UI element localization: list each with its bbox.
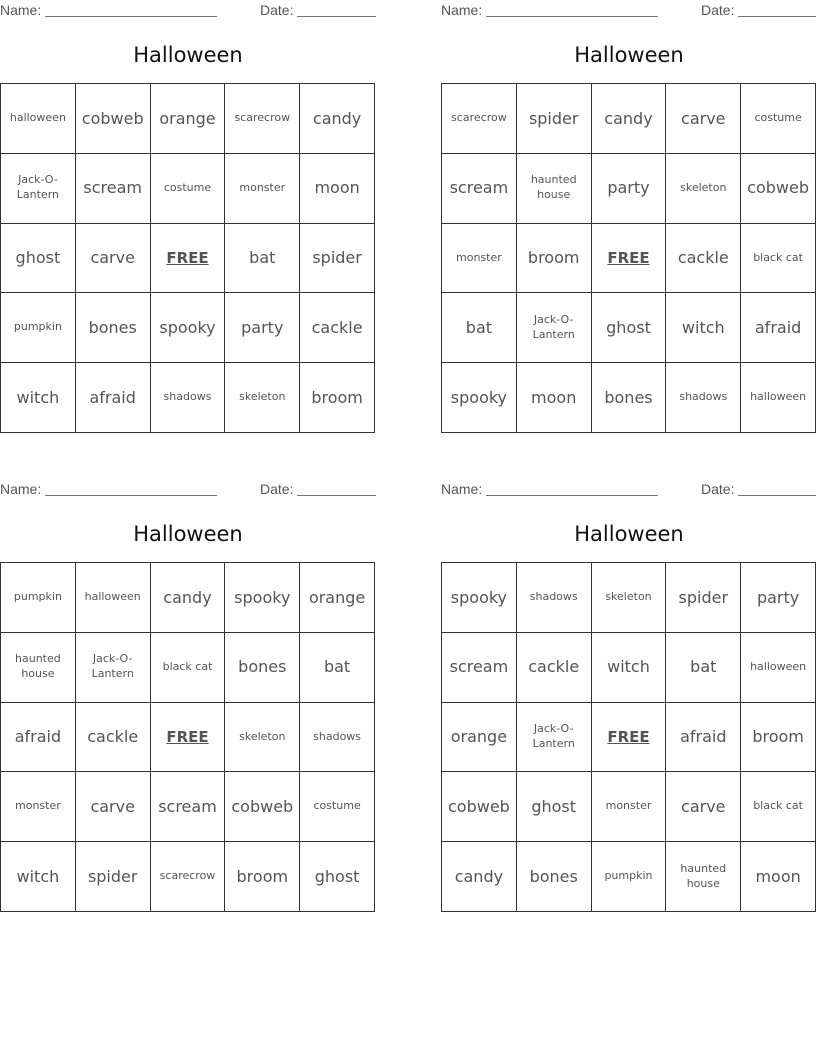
bingo-cell: cackle xyxy=(666,224,741,294)
bingo-cell: bones xyxy=(517,842,592,912)
bingo-cell: shadows xyxy=(151,363,226,433)
date-label: Date: xyxy=(701,481,735,497)
bingo-cell: party xyxy=(741,563,816,633)
bingo-cell: candy xyxy=(592,84,667,154)
date-label: Date: xyxy=(701,2,735,18)
bingo-cell: haunted house xyxy=(666,842,741,912)
bingo-cell: broom xyxy=(225,842,300,912)
bingo-cell: ghost xyxy=(1,224,76,294)
name-date-row xyxy=(441,2,816,20)
bingo-cell: scream xyxy=(442,154,517,224)
bingo-cell: black cat xyxy=(151,633,226,703)
bingo-cell: scream xyxy=(76,154,151,224)
bingo-cell: afraid xyxy=(741,293,816,363)
bingo-cell: scarecrow xyxy=(151,842,226,912)
bingo-cell: Jack-O-Lantern xyxy=(517,703,592,773)
bingo-cell: bones xyxy=(76,293,151,363)
bingo-cell: moon xyxy=(300,154,375,224)
bingo-cell: cobweb xyxy=(442,772,517,842)
bingo-cell: pumpkin xyxy=(1,563,76,633)
bingo-grid xyxy=(441,562,816,912)
bingo-cell: bat xyxy=(300,633,375,703)
bingo-cell: afraid xyxy=(76,363,151,433)
name-date-row xyxy=(0,2,376,20)
bingo-cell: witch xyxy=(592,633,667,703)
card-title: Halloween xyxy=(574,522,684,546)
card-title: Halloween xyxy=(133,43,243,67)
bingo-cell: ghost xyxy=(592,293,667,363)
bingo-grid xyxy=(0,83,375,433)
bingo-grid xyxy=(441,83,816,433)
bingo-cell: orange xyxy=(442,703,517,773)
bingo-cell: black cat xyxy=(741,224,816,294)
date-blank-line xyxy=(738,495,816,496)
bingo-cell: spooky xyxy=(151,293,226,363)
bingo-cell: costume xyxy=(151,154,226,224)
name-blank-line xyxy=(45,495,217,496)
free-space-cell: FREE xyxy=(151,224,226,294)
bingo-cell: witch xyxy=(1,363,76,433)
bingo-cell: moon xyxy=(517,363,592,433)
date-label: Date: xyxy=(260,2,294,18)
bingo-cell: pumpkin xyxy=(592,842,667,912)
bingo-cell: bat xyxy=(225,224,300,294)
bingo-cell: bones xyxy=(225,633,300,703)
name-label: Name: xyxy=(441,481,483,497)
bingo-cell: moon xyxy=(741,842,816,912)
date-blank-line xyxy=(297,16,376,17)
bingo-cell: carve xyxy=(76,772,151,842)
bingo-card-2 xyxy=(441,0,816,432)
bingo-cell: scarecrow xyxy=(225,84,300,154)
bingo-cell: spider xyxy=(76,842,151,912)
date-blank-line xyxy=(297,495,376,496)
bingo-cell: cobweb xyxy=(225,772,300,842)
bingo-cell: cackle xyxy=(517,633,592,703)
bingo-cell: scream xyxy=(151,772,226,842)
card-title: Halloween xyxy=(133,522,243,546)
bingo-cell: spooky xyxy=(442,563,517,633)
date-label: Date: xyxy=(260,481,294,497)
bingo-card-4 xyxy=(441,479,816,911)
bingo-cell: afraid xyxy=(1,703,76,773)
bingo-card-1 xyxy=(0,0,376,432)
bingo-cell: skeleton xyxy=(225,363,300,433)
bingo-cell: pumpkin xyxy=(1,293,76,363)
bingo-cell: party xyxy=(592,154,667,224)
bingo-cell: carve xyxy=(666,772,741,842)
bingo-cell: bat xyxy=(666,633,741,703)
bingo-cell: cobweb xyxy=(76,84,151,154)
bingo-cell: broom xyxy=(517,224,592,294)
bingo-cell: bones xyxy=(592,363,667,433)
free-space-cell: FREE xyxy=(592,224,667,294)
bingo-cell: monster xyxy=(592,772,667,842)
bingo-cell: haunted house xyxy=(1,633,76,703)
bingo-cell: bat xyxy=(442,293,517,363)
name-blank-line xyxy=(486,16,658,17)
bingo-cell: skeleton xyxy=(225,703,300,773)
bingo-cell: halloween xyxy=(76,563,151,633)
bingo-cell: monster xyxy=(225,154,300,224)
bingo-cell: skeleton xyxy=(666,154,741,224)
free-space-cell: FREE xyxy=(592,703,667,773)
bingo-cell: skeleton xyxy=(592,563,667,633)
bingo-cell: haunted house xyxy=(517,154,592,224)
bingo-cell: spider xyxy=(666,563,741,633)
name-blank-line xyxy=(486,495,658,496)
bingo-cell: Jack-O-Lantern xyxy=(517,293,592,363)
bingo-cell: broom xyxy=(741,703,816,773)
name-date-row xyxy=(441,481,816,499)
bingo-cell: costume xyxy=(300,772,375,842)
bingo-cell: ghost xyxy=(300,842,375,912)
bingo-cell: witch xyxy=(666,293,741,363)
name-label: Name: xyxy=(0,481,42,497)
bingo-cell: halloween xyxy=(741,633,816,703)
bingo-cell: shadows xyxy=(300,703,375,773)
bingo-card-3 xyxy=(0,479,376,911)
bingo-cell: spooky xyxy=(442,363,517,433)
name-blank-line xyxy=(45,16,217,17)
bingo-cell: scarecrow xyxy=(442,84,517,154)
bingo-cell: candy xyxy=(151,563,226,633)
bingo-cell: spider xyxy=(300,224,375,294)
bingo-cell: cackle xyxy=(300,293,375,363)
bingo-cell: shadows xyxy=(517,563,592,633)
date-blank-line xyxy=(738,16,816,17)
bingo-cell: candy xyxy=(300,84,375,154)
bingo-cell: cackle xyxy=(76,703,151,773)
bingo-cell: broom xyxy=(300,363,375,433)
bingo-grid xyxy=(0,562,375,912)
card-title: Halloween xyxy=(574,43,684,67)
bingo-cell: carve xyxy=(76,224,151,294)
bingo-cell: orange xyxy=(300,563,375,633)
bingo-cell: Jack-O-Lantern xyxy=(1,154,76,224)
bingo-cell: party xyxy=(225,293,300,363)
name-date-row xyxy=(0,481,376,499)
bingo-cell: monster xyxy=(442,224,517,294)
bingo-cell: candy xyxy=(442,842,517,912)
bingo-cell: orange xyxy=(151,84,226,154)
name-label: Name: xyxy=(441,2,483,18)
name-label: Name: xyxy=(0,2,42,18)
bingo-cell: carve xyxy=(666,84,741,154)
bingo-cell: black cat xyxy=(741,772,816,842)
bingo-cell: spooky xyxy=(225,563,300,633)
bingo-cell: halloween xyxy=(741,363,816,433)
bingo-cell: halloween xyxy=(1,84,76,154)
bingo-cell: costume xyxy=(741,84,816,154)
bingo-cell: monster xyxy=(1,772,76,842)
bingo-cell: scream xyxy=(442,633,517,703)
free-space-cell: FREE xyxy=(151,703,226,773)
bingo-cell: ghost xyxy=(517,772,592,842)
bingo-cell: spider xyxy=(517,84,592,154)
bingo-cell: witch xyxy=(1,842,76,912)
bingo-cell: afraid xyxy=(666,703,741,773)
bingo-cell: Jack-O-Lantern xyxy=(76,633,151,703)
bingo-cell: cobweb xyxy=(741,154,816,224)
bingo-cell: shadows xyxy=(666,363,741,433)
